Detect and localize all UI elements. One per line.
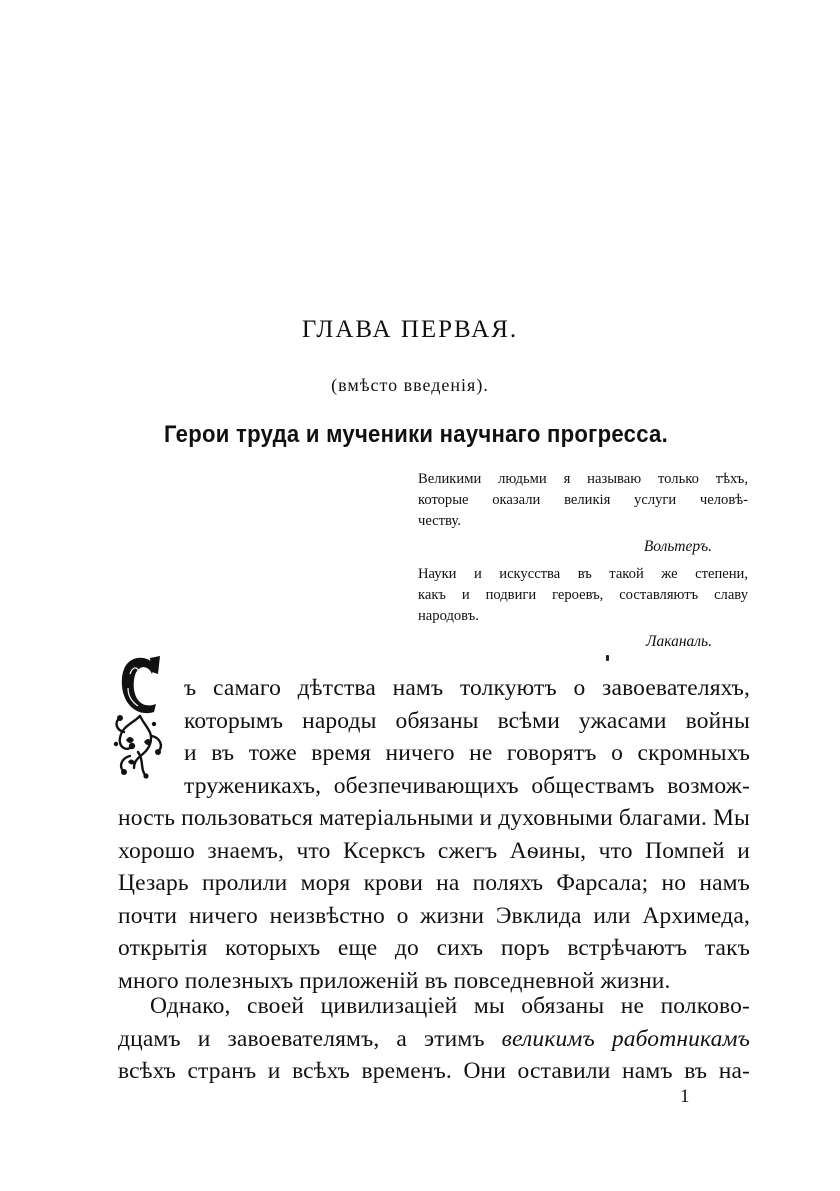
text-line: которымъ народы обязаны всѣми ужасами войны bbox=[184, 707, 750, 734]
epigraph-line: Великими людьми я называю только тѣхъ, bbox=[418, 471, 748, 487]
ink-speck bbox=[606, 655, 609, 661]
text-line: открытія которыхъ еще до сихъ поръ встрѣчаютъ такъ bbox=[118, 935, 750, 961]
paragraph-2 bbox=[118, 990, 750, 1088]
text-line: Однако, своей цивилизаціей мы обязаны не полково- bbox=[150, 993, 750, 1019]
paragraph-1 bbox=[118, 672, 750, 997]
text-line: и въ тоже время ничего не говорятъ о скромныхъ bbox=[184, 740, 750, 766]
text-line: много полезныхъ приложеній въ повседневной жизни. bbox=[118, 967, 671, 994]
epigraph-line: Науки и искусства въ такой же степени, bbox=[418, 566, 748, 582]
epigraph-quote bbox=[418, 564, 748, 627]
text-run: дцамъ и завоевателямъ, а этимъ bbox=[118, 1025, 502, 1052]
text-line bbox=[118, 1023, 750, 1056]
page-number: 1 bbox=[680, 1086, 690, 1107]
epigraph-author: Лаканаль. bbox=[646, 633, 712, 650]
italic-phrase: великимъ работникамъ bbox=[501, 1025, 750, 1052]
text-line: ность пользоваться матеріальными и духовными благами. Мы bbox=[118, 805, 750, 831]
text-line: почти ничего неизвѣстно о жизни Эвклида или Архимеда, bbox=[118, 902, 750, 929]
chapter-title: ГЛАВА ПЕРВАЯ. bbox=[301, 316, 519, 343]
epigraph-lakanal bbox=[418, 564, 748, 652]
text-line: ъ самаго дѣтства намъ толкуютъ о завоевателяхъ, bbox=[184, 675, 750, 701]
text-line: хорошо знаемъ, что Ксерксъ сжегъ Аѳины, что Помпей и bbox=[118, 837, 750, 864]
epigraph-voltaire bbox=[418, 469, 748, 557]
text-line: Цезарь пролили моря крови на поляхъ Фарсала; но намъ bbox=[118, 870, 750, 896]
text-line: труженикахъ, обезпечивающихъ обществамъ возмож- bbox=[184, 772, 750, 799]
epigraph-quote bbox=[418, 469, 748, 532]
epigraph-line: какъ и подвиги героевъ, составляютъ славу bbox=[418, 587, 748, 603]
epigraph-author: Вольтеръ. bbox=[643, 538, 712, 555]
section-heading: Герои труда и мученики научнаго прогресса. bbox=[163, 421, 669, 448]
chapter-subtitle: (вмѣсто введенія). bbox=[331, 375, 489, 395]
epigraph-line: которые оказали великія услуги человѣ- bbox=[418, 492, 748, 508]
text-line: всѣхъ странъ и всѣхъ временъ. Они оставили намъ въ на- bbox=[118, 1058, 750, 1084]
epigraph-line: народовъ. bbox=[418, 608, 479, 624]
epigraph-line: честву. bbox=[418, 513, 461, 529]
